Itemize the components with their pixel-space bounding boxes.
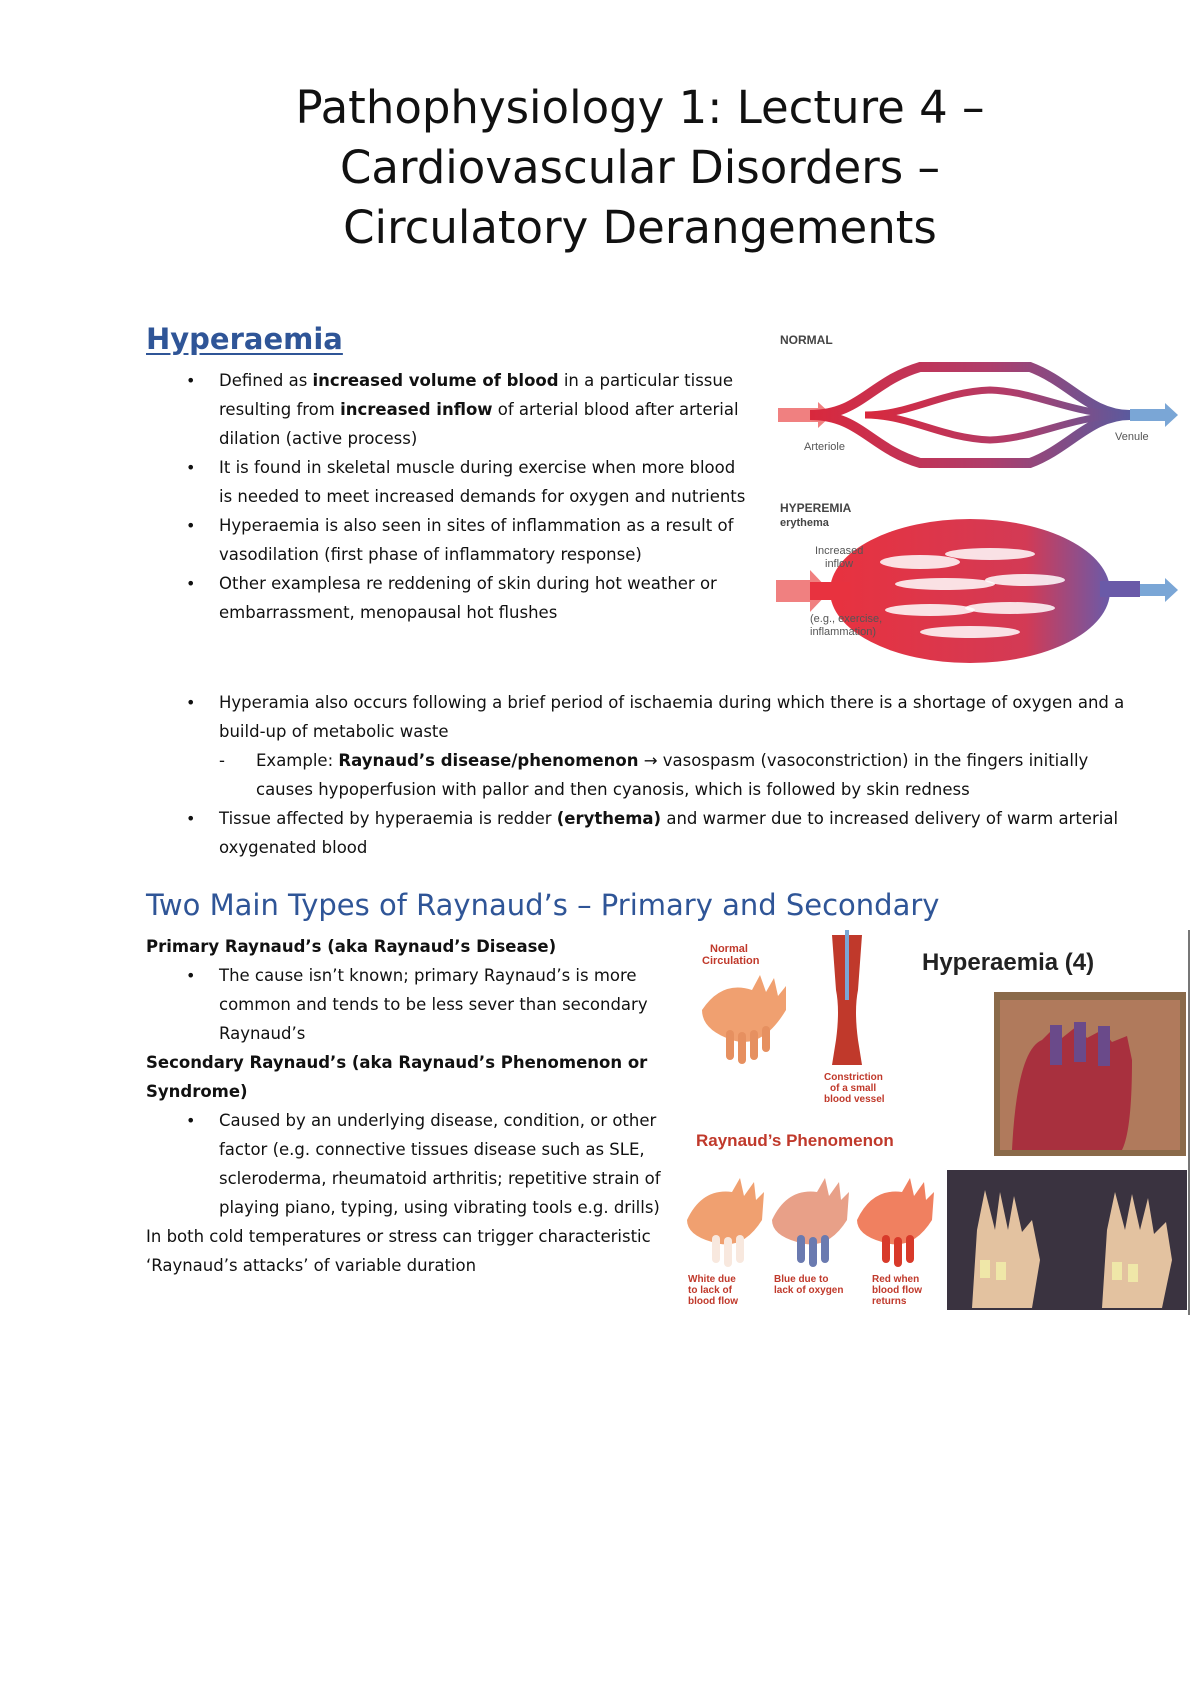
normal-hand-illustration bbox=[702, 975, 786, 1064]
title-line-2: Cardiovascular Disorders – bbox=[340, 141, 940, 194]
white-line3: blood flow bbox=[688, 1296, 738, 1307]
venule-label: Venule bbox=[1115, 431, 1149, 443]
white-line1: White due bbox=[688, 1274, 736, 1285]
increased-inflow-line1: Increased bbox=[815, 545, 864, 557]
hyperaemia-bullets-narrow bbox=[146, 366, 746, 627]
bullet-secondary-cause: • Caused by an underlying disease, condition, or other factor (e.g. connective tissues disease such as SLE, scleroderma, rheumatoid arthritis; repetitive strain of playing piano, typing, using vibrating tools e.g. drills) bbox=[146, 1106, 686, 1222]
title-line-1: Pathophysiology 1: Lecture 4 – bbox=[295, 81, 985, 134]
white-hand-illustration bbox=[687, 1178, 764, 1267]
venule-arrow-head bbox=[1165, 403, 1178, 427]
hyperaemia-bullets-wide bbox=[146, 688, 1146, 862]
raynaud-phenomenon-title: Raynaud’s Phenomenon bbox=[696, 1131, 894, 1150]
hyperemia-vessel-bed bbox=[830, 519, 1110, 663]
vascular-bed-figure bbox=[770, 322, 1180, 667]
outflow-arrow-head bbox=[1165, 578, 1178, 602]
hyperaemia-heading: Hyperaemia bbox=[146, 322, 343, 356]
bullet-inflammation: • Hyperaemia is also seen in sites of inflammation as a result of vasodilation (first phase of inflammatory response) bbox=[146, 511, 746, 569]
red-line1: Red when bbox=[872, 1274, 920, 1285]
primary-raynaud-label: Primary Raynaud’s (aka Raynaud’s Disease) bbox=[146, 937, 557, 956]
red-hand-illustration bbox=[857, 1178, 934, 1267]
normal-circulation-line1: Normal bbox=[710, 943, 748, 955]
normal-label: NORMAL bbox=[780, 333, 833, 347]
constriction-line3: blood vessel bbox=[824, 1094, 885, 1105]
bullet-primary-cause: • The cause isn’t known; primary Raynaud’s is more common and tends to be less sever than secondary Raynaud’s bbox=[146, 961, 686, 1048]
sub-bullet-raynaud-example: - Example: Raynaud’s disease/phenomenon → vasospasm (vasoconstriction) in the fingers initially causes hypoperfusion with pallor and then cyanosis, which is followed by skin redness bbox=[146, 746, 1146, 804]
outflow-arrow-shaft bbox=[1140, 584, 1165, 596]
bullet-definition: • Defined as increased volume of blood in a particular tissue resulting from increased inflow of arterial blood after arterial dilation (active process) bbox=[146, 366, 746, 453]
red-hand-photo bbox=[994, 992, 1186, 1156]
blue-hand-illustration bbox=[772, 1178, 849, 1267]
eg-line1: (e.g., exercise, bbox=[810, 613, 883, 625]
normal-circulation-line2: Circulation bbox=[702, 955, 760, 967]
bullet-skeletal-muscle: • It is found in skeletal muscle during exercise when more blood is needed to meet increased demands for oxygen and nutrients bbox=[146, 453, 746, 511]
eg-line2: inflammation) bbox=[810, 626, 877, 638]
increased-inflow-line2: inflow bbox=[825, 558, 854, 570]
hyperaemia-4-title: Hyperaemia (4) bbox=[922, 949, 1095, 976]
hyperemia-label: HYPEREMIA bbox=[780, 501, 852, 515]
constriction-line1: Constriction bbox=[824, 1072, 883, 1083]
blue-line2: lack of oxygen bbox=[774, 1285, 844, 1296]
arteriole-label: Arteriole bbox=[804, 441, 845, 453]
page-title bbox=[140, 78, 1140, 258]
bullet-other-examples: • Other examplesa re reddening of skin during hot weather or embarrassment, menopausal hot flushes bbox=[146, 569, 746, 627]
title-line-3: Circulatory Derangements bbox=[343, 201, 937, 254]
pale-fingers-photo bbox=[947, 1170, 1187, 1310]
red-line3: returns bbox=[872, 1296, 907, 1307]
raynaud-section bbox=[146, 932, 686, 1280]
constriction-line2: of a small bbox=[830, 1083, 877, 1094]
raynaud-closing-text: In both cold temperatures or stress can trigger characteristic ‘Raynaud’s attacks’ of variable duration bbox=[146, 1227, 651, 1275]
raynaud-types-heading: Two Main Types of Raynaud’s – Primary and Secondary bbox=[146, 888, 940, 922]
white-line2: to lack of bbox=[688, 1285, 732, 1296]
red-line2: blood flow bbox=[872, 1285, 922, 1296]
blue-line1: Blue due to bbox=[774, 1274, 829, 1285]
secondary-raynaud-label: Secondary Raynaud’s (aka Raynaud’s Phenomenon or Syndrome) bbox=[146, 1053, 648, 1101]
venule-arrow-shaft bbox=[1130, 409, 1165, 421]
erythema-label: erythema bbox=[780, 517, 829, 529]
bullet-ischaemia: • Hyperamia also occurs following a brief period of ischaemia during which there is a shortage of oxygen and a build-up of metabolic waste bbox=[146, 688, 1146, 746]
inflow-arrow-shaft bbox=[776, 580, 810, 602]
bullet-erythema: • Tissue affected by hyperaemia is redder (erythema) and warmer due to increased delivery of warm arterial oxygenated blood bbox=[146, 804, 1146, 862]
constriction-vessel-illustration bbox=[832, 930, 862, 1065]
raynaud-figure bbox=[682, 930, 1192, 1315]
